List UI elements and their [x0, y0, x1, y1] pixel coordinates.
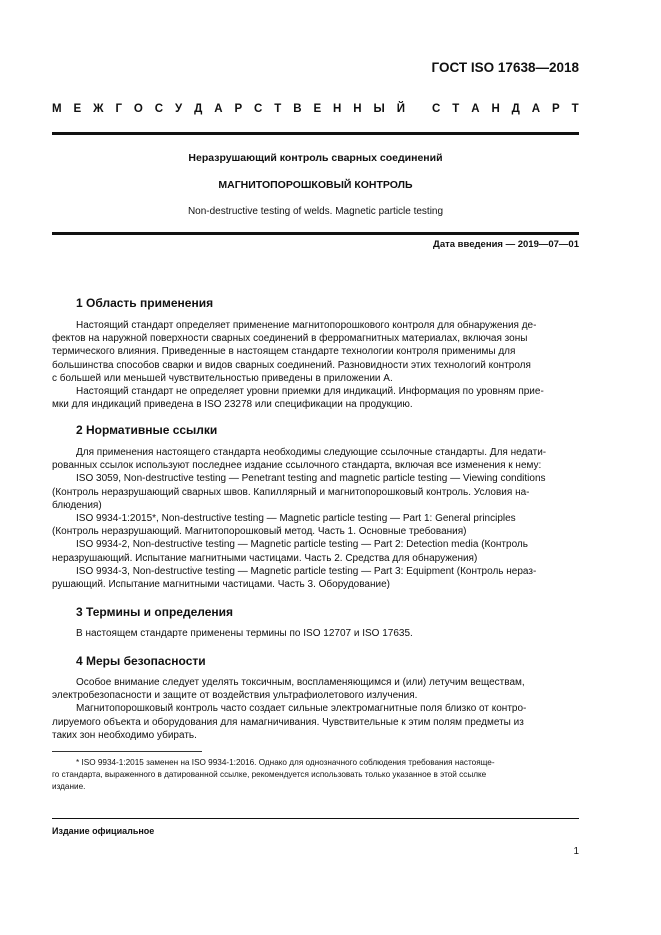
standard-kind-letter: А	[471, 103, 480, 115]
section-1-body	[52, 319, 581, 411]
standard-kind-letter: Ы	[373, 103, 385, 115]
section-4-heading: 4 Меры безопасности	[76, 654, 206, 668]
section-1-heading: 1 Область применения	[76, 296, 214, 310]
section-2-body	[52, 446, 581, 591]
standard-kind-letter: М	[52, 103, 62, 115]
text-line: неразрушающий. Испытание магнитными частицами. Часть 2. Средства для обнаружения)	[52, 552, 478, 564]
page-number: 1	[573, 846, 579, 857]
header-rule	[52, 132, 579, 135]
standard-kind-letter: В	[293, 103, 302, 115]
standard-kind-letter: Е	[313, 103, 322, 115]
standard-kind-letter: Н	[353, 103, 362, 115]
text-line: ISO 3059, Non-destructive testing — Penetrant testing and magnetic particle testing — Viewing conditions	[76, 473, 546, 485]
text-line: издание.	[52, 782, 86, 791]
standard-kind-letter: Н	[491, 103, 500, 115]
title-line-3-english: Non-destructive testing of welds. Magnetic particle testing	[187, 206, 444, 217]
text-line: Настоящий стандарт не определяет уровни приемки для индикаций. Информация по уровням прие-	[76, 386, 544, 398]
title-line-1: Неразрушающий контроль сварных соединений	[188, 152, 443, 164]
text-line: ISO 9934-2, Non-destructive testing — Magnetic particle testing — Part 2: Detection media (Контроль	[76, 539, 528, 551]
standard-kind-letter: Д	[511, 103, 520, 115]
standard-kind-banner	[52, 103, 579, 115]
section-2-heading: 2 Нормативные ссылки	[76, 423, 218, 437]
standard-kind-letter: Р	[234, 103, 243, 115]
text-line: Особое внимание следует уделять токсичным, воспламеняющимся и (или) летучим веществам,	[76, 677, 525, 688]
text-line: фектов на наружной поверхности сварных соединений в ферромагнитных материалах, включая зоны	[52, 333, 528, 345]
standard-kind-letter: Т	[571, 103, 579, 115]
text-line: лируемого объекта и оборудования для намагничивания. Чувствительные к этим полям предметы из	[52, 716, 524, 728]
section-1	[76, 296, 581, 310]
title-rule	[52, 232, 579, 235]
footnote	[52, 757, 581, 793]
text-line: (Контроль неразрушающий. Магнитопорошковый метод. Часть 1. Основные требования)	[52, 526, 467, 538]
text-line: Магнитопорошковый контроль часто создает сильные электромагнитные поля близко от контро-	[76, 703, 527, 715]
text-line: (Контроль неразрушающий сварных швов. Капиллярный и магнитопорошковый контроль. Условия на-	[52, 486, 530, 498]
standard-kind-letter: С	[432, 103, 441, 115]
standard-kind-letter: У	[175, 103, 183, 115]
introduction-date: Дата введения — 2019—07—01	[433, 239, 579, 250]
text-line: Для применения настоящего стандарта необходимы следующие ссылочные стандарты. Для недати-	[76, 447, 547, 458]
text-line: рованных ссылок используют последнее издание ссылочного стандарта, включая все изменения к нему:	[52, 460, 542, 472]
standard-kind-letter: Т	[452, 103, 460, 115]
title-line-2: МАГНИТОПОРОШКОВЫЙ КОНТРОЛЬ	[218, 179, 413, 191]
standard-kind-letter: Ж	[93, 103, 104, 115]
standard-kind-letter	[417, 103, 420, 115]
standard-kind-letter: Н	[333, 103, 342, 115]
text-line: таких зон необходимо убирать.	[52, 729, 197, 741]
text-line: рушающий. Испытание магнитными частицами. Часть 3. Оборудование)	[52, 579, 390, 591]
standard-kind-letter: Р	[552, 103, 560, 115]
text-line: ISO 9934-1:2015*, Non-destructive testing — Magnetic particle testing — Part 1: General principles	[76, 513, 516, 525]
footnote-separator	[52, 751, 202, 752]
text-line: с большей или меньшей чувствительностью приведены в приложении А.	[52, 372, 393, 384]
text-line: большинства способов сварки и видов сварных соединений. Разновидности этих технологий контроля	[52, 359, 531, 371]
edition-label: Издание официальное	[52, 826, 155, 836]
standard-kind-letter: А	[531, 103, 541, 115]
text-line: * ISO 9934-1:2015 заменен на ISO 9934-1:2016. Однако для однозначного соблюдения требования настояще-	[76, 758, 495, 767]
section-3-body	[76, 627, 581, 640]
standard-kind-letter: А	[214, 103, 223, 115]
standard-kind-letter: С	[154, 103, 164, 115]
standard-kind-letter: Й	[396, 103, 405, 115]
standard-code: ГОСТ ISO 17638—2018	[431, 60, 579, 75]
standard-kind-letter: О	[133, 103, 143, 115]
text-line: мки для индикаций приведена в ISO 23278 или спецификации на продукцию.	[52, 399, 413, 411]
text-line: В настоящем стандарте применены термины по ISO 12707 и ISO 17635.	[76, 628, 413, 639]
standard-kind-letter: С	[254, 103, 263, 115]
text-line: термического влияния. Приведенные в настоящем стандарте технологии контроля применимы для	[52, 346, 516, 358]
standard-kind-letter: Г	[115, 103, 122, 115]
standard-kind-letter: Д	[194, 103, 203, 115]
standard-kind-letter: Т	[274, 103, 282, 115]
section-2	[76, 423, 581, 437]
section-4	[76, 654, 581, 668]
standard-kind-letter: Е	[73, 103, 82, 115]
section-4-body	[52, 676, 581, 742]
text-line: го стандарта, выраженного в датированной ссылке, рекомендуется использовать только указанное в этой ссылке	[52, 770, 487, 779]
section-3-heading: 3 Термины и определения	[76, 605, 234, 619]
text-line: блюдения)	[52, 499, 102, 511]
text-line: электробезопасности и защите от воздействия ультрафиолетового излучения.	[52, 690, 418, 702]
text-line: Настоящий стандарт определяет применение магнитопорошкового контроля для обнаружения де-	[76, 320, 537, 331]
section-3	[76, 605, 581, 619]
footer-rule	[52, 818, 579, 819]
text-line: ISO 9934-3, Non-destructive testing — Magnetic particle testing — Part 3: Equipment (Контроль нераз-	[76, 565, 537, 577]
